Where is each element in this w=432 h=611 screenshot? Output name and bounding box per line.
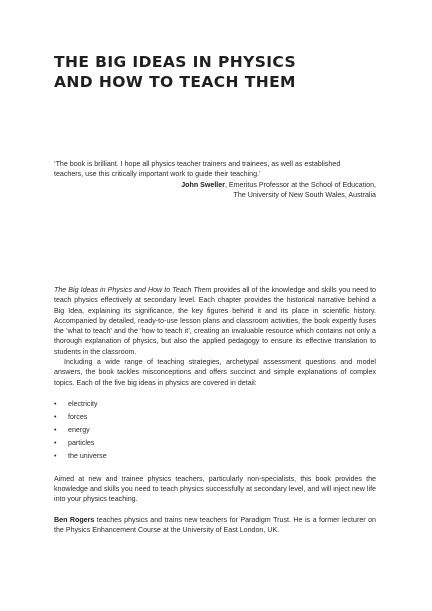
author-bio-text: teaches physics and trains new teachers for Paradigm Trust. He is a former lecturer on the Physics Enhancement Course at the University of East London, UK. [54, 515, 376, 535]
topic-label: energy [68, 426, 90, 435]
description-paragraph-2: Including a wide range of teaching strategies, archetypal assessment questions and model answers, the book tackles misconceptions and offers succinct and simple explanations of complex topics. Each of the five big ideas in physics are covered in detail: [54, 358, 376, 387]
description-paragraph-3: Aimed at new and trainee physics teachers, particularly non-specialists, this book provides the knowledge and skills you need to teach physics successfully at secondary level, and will inject new life into your physics teaching. [54, 474, 376, 504]
author-bio-name: Ben Rogers [54, 515, 95, 524]
book-description [54, 285, 376, 535]
author-bio [54, 515, 376, 536]
topic-label: the universe [68, 452, 107, 461]
quote-attribution [54, 180, 376, 190]
title-line-1: THE BIG IDEAS IN PHYSICS [54, 53, 297, 71]
bullet-icon: • [54, 426, 57, 435]
book-title-italic: The Big Ideas in Physics and How to Teach Them [54, 286, 212, 294]
big-ideas-list [54, 398, 376, 463]
bullet-icon: • [54, 400, 57, 409]
topic-label: forces [68, 413, 88, 422]
list-item [54, 450, 376, 463]
quote-line-2: teachers, use this critically important work to guide their teaching.’ [54, 170, 261, 179]
list-item [54, 411, 376, 424]
description-paragraph-1 [54, 285, 376, 357]
title-line-2: AND HOW TO TEACH THEM [54, 73, 296, 91]
book-title-heading [54, 52, 384, 92]
endorsement-quote [54, 159, 376, 200]
list-item [54, 398, 376, 411]
topic-label: particles [68, 439, 95, 448]
bullet-icon: • [54, 439, 57, 448]
quote-line-1: ‘The book is brilliant. I hope all physics teacher trainers and trainees, as well as established [54, 160, 341, 168]
quote-author-name: John Sweller [181, 180, 225, 189]
list-item [54, 437, 376, 450]
list-item [54, 424, 376, 437]
quote-author-role: , Emeritus Professor at the School of Education, [224, 180, 376, 189]
topic-label: electricity [68, 400, 98, 409]
description-paragraph-1-text: provides all of the knowledge and skills you need to teach physics effectively at secondary level. Each chapter provides the historical narrative behind a Big Idea, explaining its significance, the key figures behind it and its place in scientific history. Accompanied by detailed, ready-to-use lesson plans and classroom activities, the book expertly fuses the ‘what to teach’ and the ‘how to teach it’, creating an invaluable resource which contains not only a thorough explanation of physics, but also the applied pedagogy to ensure its effective translation to students in the classroom. [54, 286, 377, 356]
bullet-icon: • [54, 413, 57, 422]
bullet-icon: • [54, 452, 57, 461]
quote-author-affiliation: The University of New South Wales, Australia [233, 190, 376, 199]
